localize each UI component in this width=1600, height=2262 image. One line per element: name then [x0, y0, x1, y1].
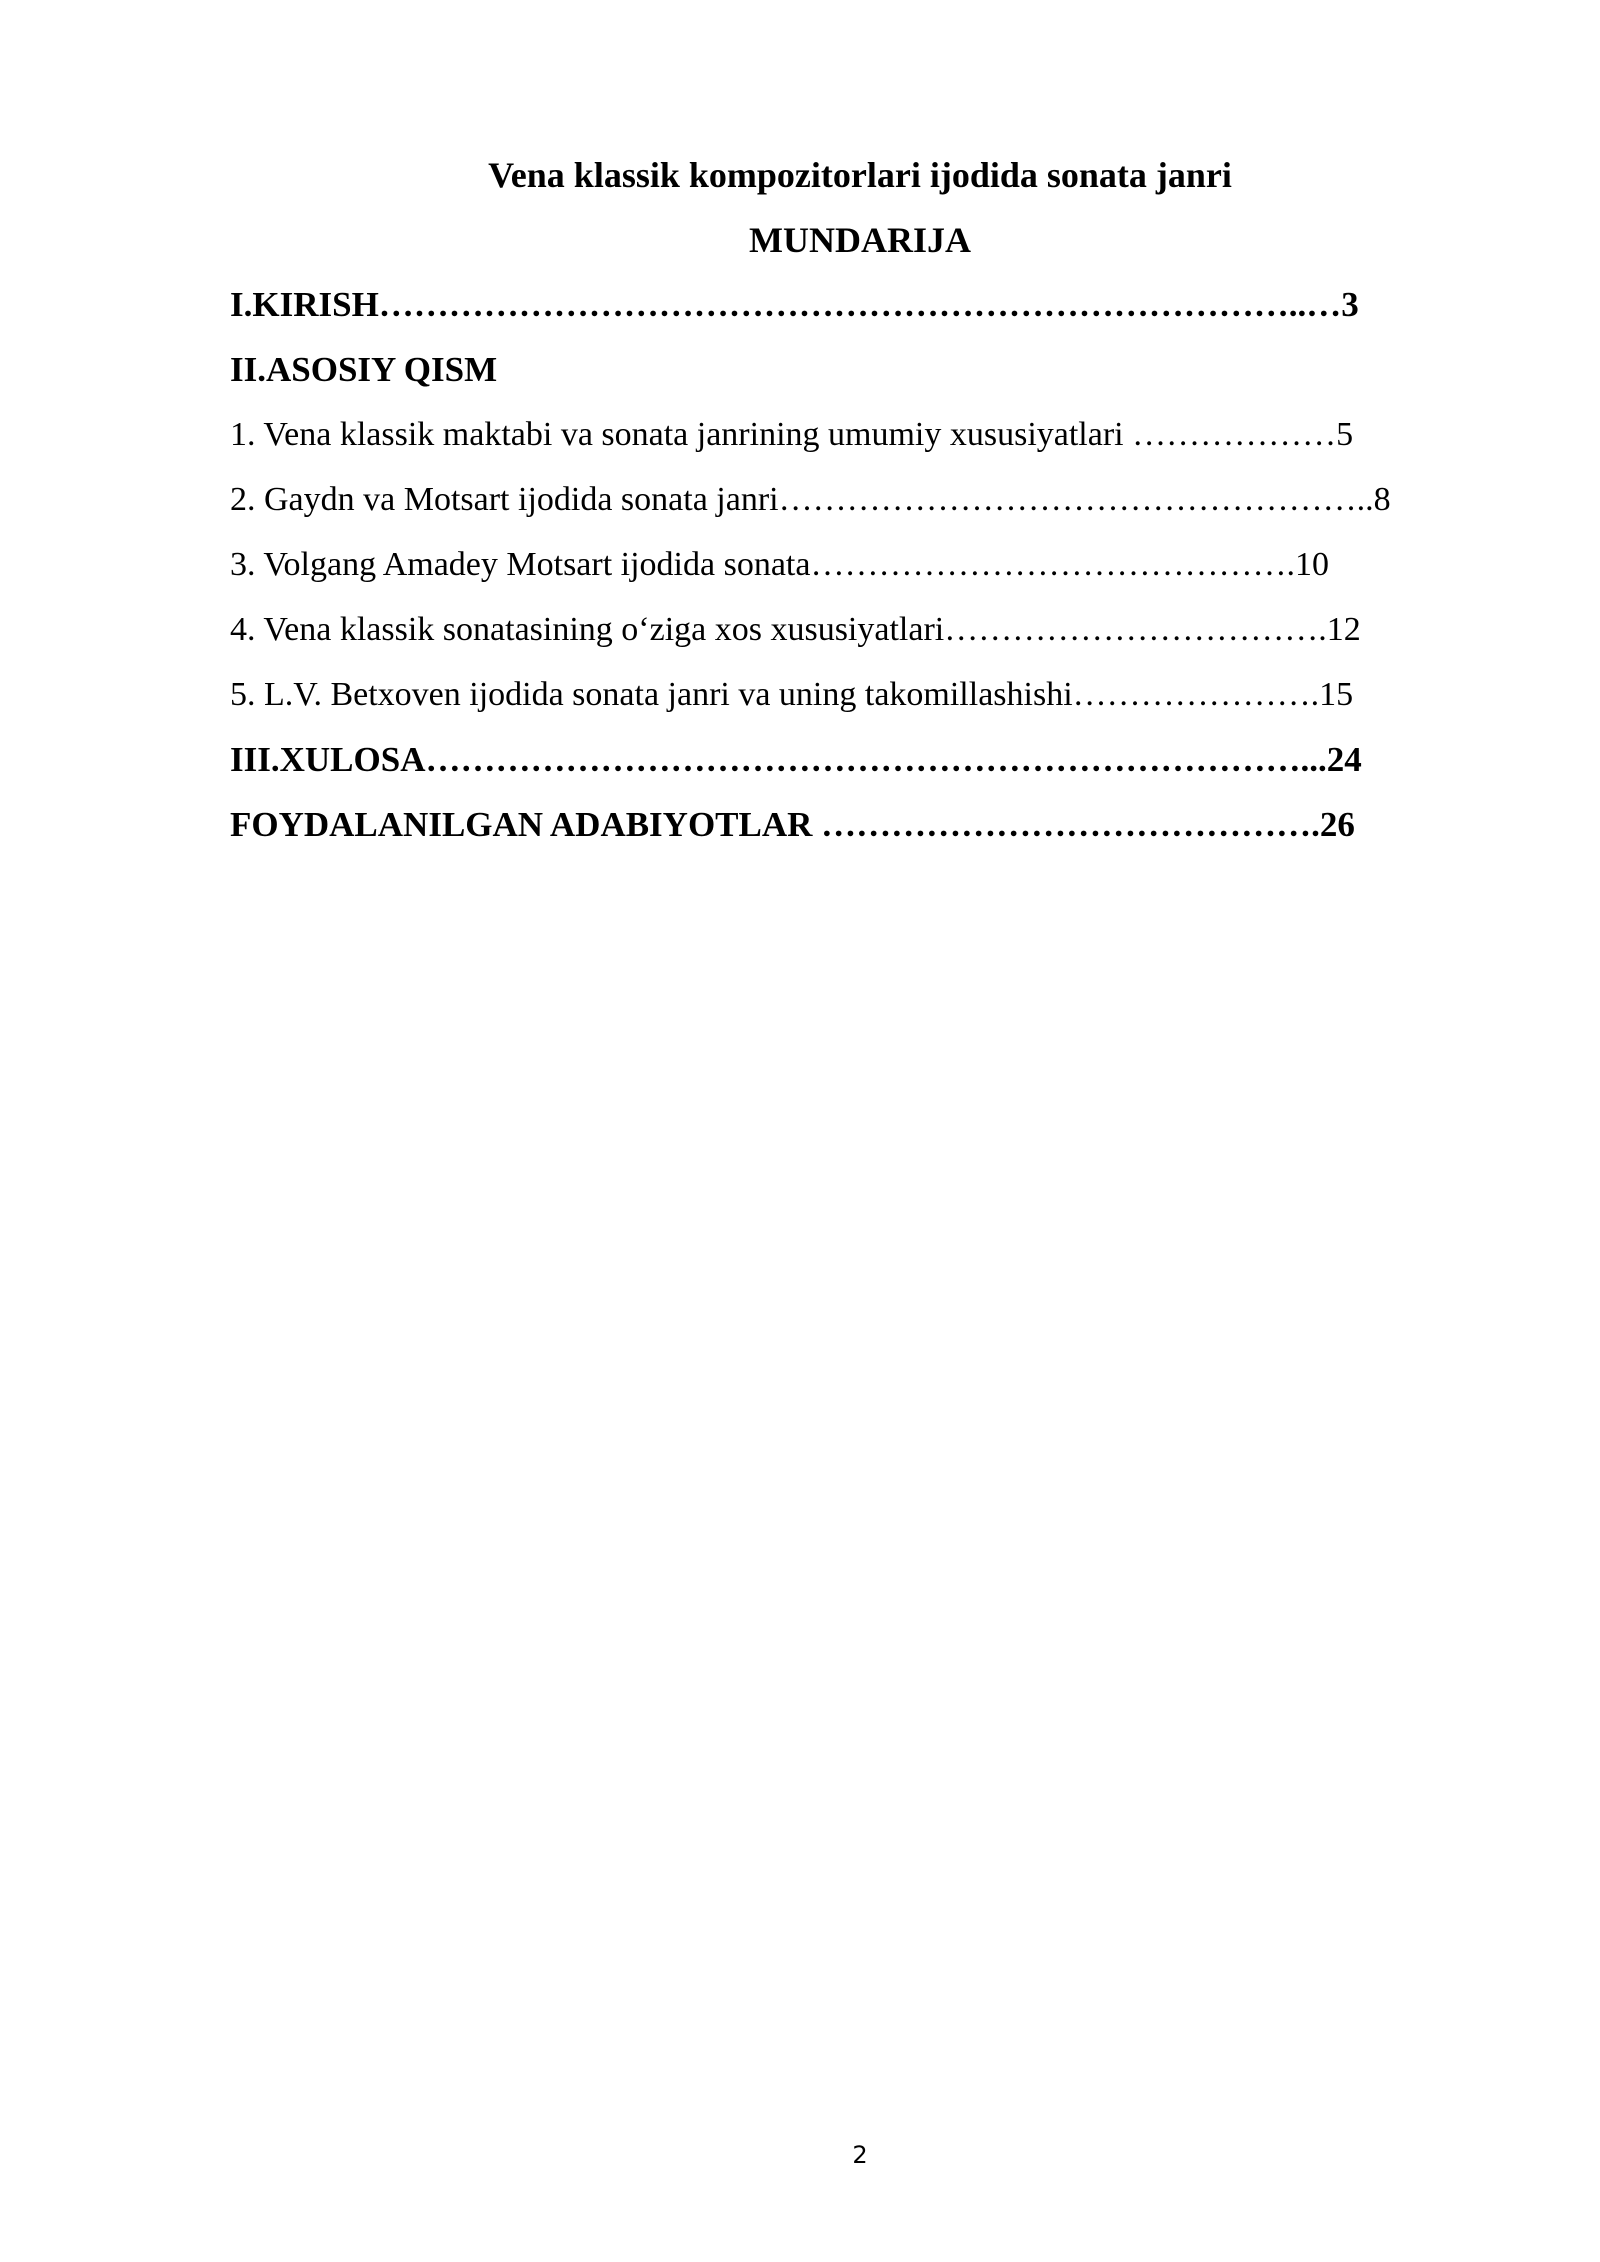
toc-entry-4: 4. Vena klassik sonatasining o‘ziga xos xususiyatlari…………………………….12	[230, 611, 1361, 648]
toc-heading: MUNDARIJA	[749, 220, 971, 260]
toc-entry-2: 2. Gaydn va Motsart ijodida sonata janri……………………………………………..8	[230, 481, 1391, 518]
toc-entry-asosiy-qism: II.ASOSIY QISM	[230, 350, 498, 389]
toc-entry-1: 1. Vena klassik maktabi va sonata janrining umumiy xususiyatlari ………………5	[230, 416, 1354, 453]
toc-entry-5: 5. L.V. Betxoven ijodida sonata janri va uning takomillashishi………………….15	[230, 676, 1354, 713]
page-number: 2	[852, 2141, 868, 2169]
toc-entry-3: 3. Volgang Amadey Motsart ijodida sonata…………………………………….10	[230, 546, 1329, 583]
toc-entry-adabiyotlar: FOYDALANILGAN ADABIYOTLAR …………………………………….26	[230, 805, 1355, 844]
toc-entry-xulosa: III.XULOSA…………………………………………………………………...24	[230, 740, 1362, 779]
toc-entry-kirish: I.KIRISH……………………………………………………………………..…3	[230, 285, 1359, 324]
document-title: Vena klassik kompozitorlari ijodida sonata janri	[488, 155, 1232, 195]
